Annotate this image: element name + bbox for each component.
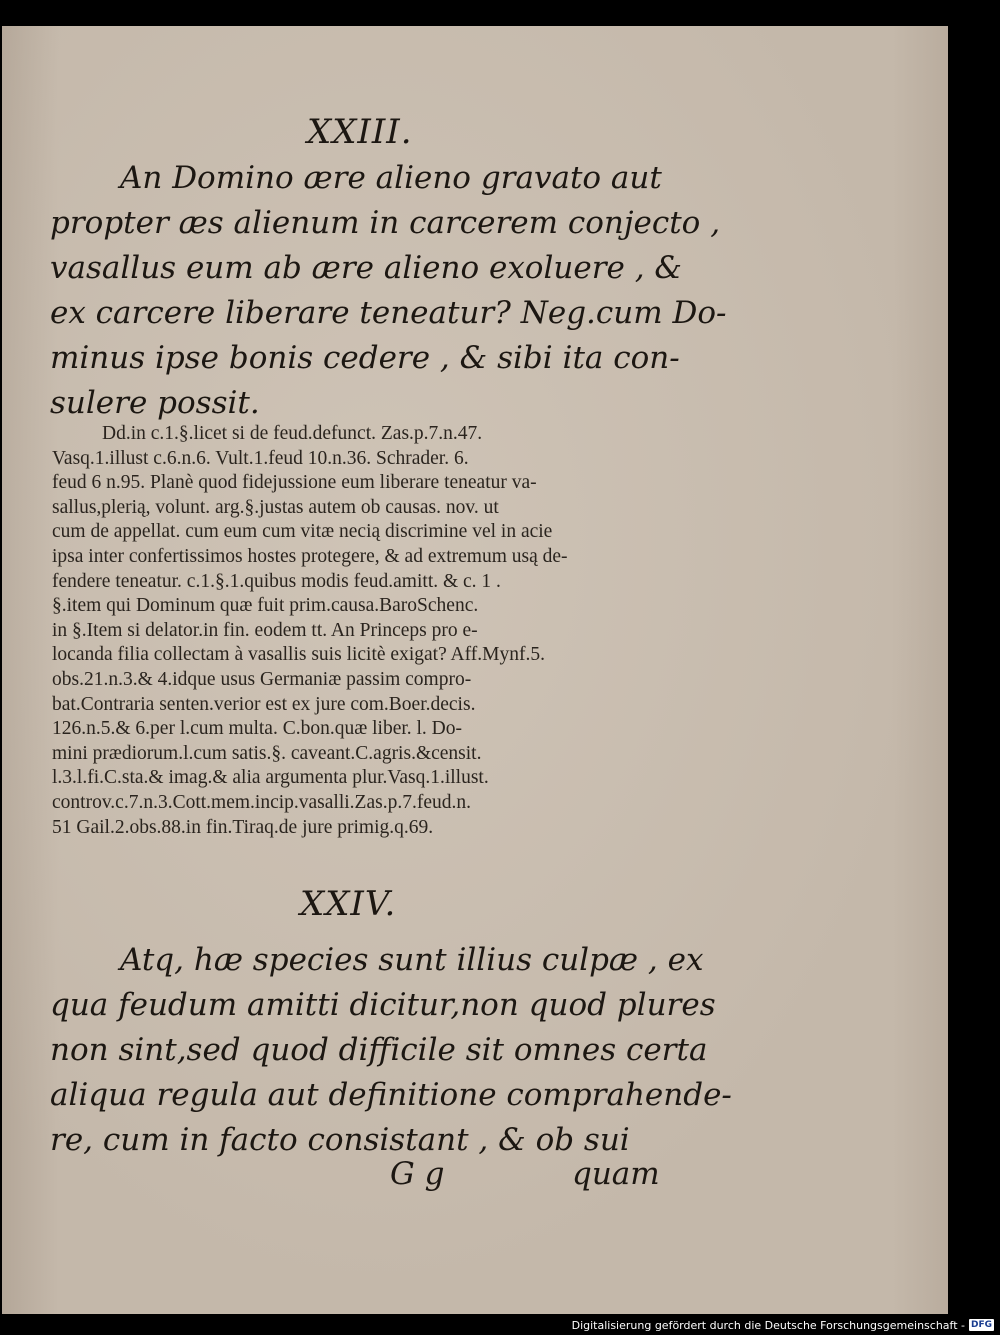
footer-credit-text: Digitalisierung gefördert durch die Deutsche Forschungsgemeinschaft - xyxy=(571,1318,965,1332)
text-line: non sint,sed quod difficile sit omnes certa xyxy=(50,1032,708,1068)
text-line: ex carcere liberare teneatur? Neg.cum Do- xyxy=(50,295,727,331)
note-line: cum de appellat. cum eum cum vitæ necią discrimine vel in acie xyxy=(52,521,553,543)
note-line: obs.21.n.3.& 4.idque usus Germaniæ passim compro- xyxy=(52,668,472,690)
dfg-logo: DFG xyxy=(970,1320,992,1330)
note-line: Dd.in c.1.§.licet si de feud.defunct. Zas.p.7.n.47. xyxy=(102,423,483,444)
text-line: aliqua regula aut definitione comprahende- xyxy=(50,1077,732,1113)
scanned-page xyxy=(2,26,948,1314)
note-line: §.item qui Dominum quæ fuit prim.causa.BaroSchenc. xyxy=(52,595,479,617)
text-line: qua feudum amitti dicitur,non quod plures xyxy=(50,987,716,1023)
note-line: ipsa inter confertissimos hostes protegere, & ad extremum usą de- xyxy=(52,545,568,567)
text-line: propter æs alienum in carcerem conjecto , xyxy=(50,205,721,241)
note-line: locanda filia collectam à vasallis suis licitè exigat? Aff.Mynf.5. xyxy=(52,644,545,666)
note-line: feud 6 n.95. Planè quod fidejussione eum liberare teneatur va- xyxy=(52,472,537,494)
question-paragraph xyxy=(50,156,727,426)
note-line: mini prædiorum.l.cum satis.§. caveant.C.agris.&censit. xyxy=(52,742,482,764)
note-line: Vasq.1.illust c.6.n.6. Vult.1.feud 10.n.36. Schrader. 6. xyxy=(52,447,469,469)
note-line: fendere teneatur. c.1.§.1.quibus modis feud.amitt. & c. 1 . xyxy=(52,570,501,592)
note-line: 126.n.5.& 6.per l.cum multa. C.bon.quæ liber. l. Do- xyxy=(52,718,463,740)
signature-mark: G g xyxy=(390,1156,445,1192)
text-line: An Domino ære alieno gravato aut xyxy=(120,160,662,196)
section-heading-xxiii: XXIII. xyxy=(307,112,413,152)
text-line: Atq, hæ species sunt illius culpæ , ex xyxy=(120,942,704,978)
note-line: in §.Item si delator.in fin. eodem tt. An Princeps pro e- xyxy=(52,619,478,641)
text-line: sulere possit. xyxy=(50,385,260,421)
note-line: l.3.l.fi.C.sta.& imag.& alia argumenta plur.Vasq.1.illust. xyxy=(52,767,489,789)
note-line: 51 Gail.2.obs.88.in fin.Tiraq.de jure primig.q.69. xyxy=(52,816,434,838)
text-line: re, cum in facto consistant , & ob sui xyxy=(50,1122,630,1158)
note-line: bat.Contraria senten.verior est ex jure com.Boer.decis. xyxy=(52,693,476,715)
text-line: minus ipse bonis cedere , & sibi ita con- xyxy=(50,340,680,376)
note-line: sallus,plerią, volunt. arg.§.justas autem ob causas. nov. ut xyxy=(52,496,499,518)
catchword: quam xyxy=(572,1156,660,1192)
note-line: controv.c.7.n.3.Cott.mem.incip.vasalli.Zas.p.7.feud.n. xyxy=(52,791,471,813)
conclusion-paragraph xyxy=(50,938,732,1163)
digitization-footer xyxy=(572,1317,994,1333)
citation-notes xyxy=(52,422,666,840)
section-heading-xxiv: XXIV. xyxy=(300,884,397,924)
text-line: vasallus eum ab ære alieno exoluere , & xyxy=(50,250,683,286)
